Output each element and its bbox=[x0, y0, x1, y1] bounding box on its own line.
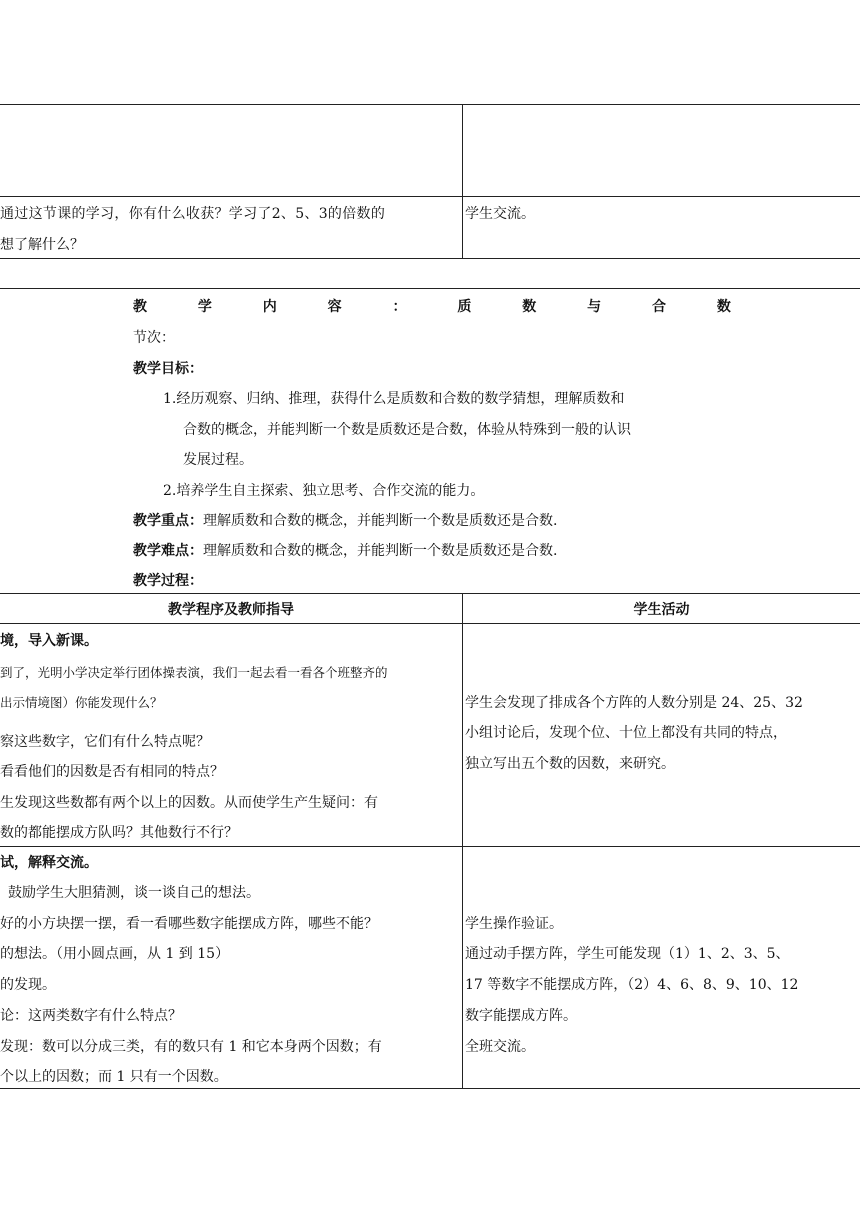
section2-line7: 个以上的因数；而 1 只有一个因数。 bbox=[0, 1069, 228, 1085]
section2-line3: 的想法。（用小圆点画，从 1 到 15） bbox=[0, 946, 230, 962]
goal2: 2.培养学生自主探索、独立思考、合作交流的能力。 bbox=[163, 483, 485, 499]
table-column-divider bbox=[462, 593, 463, 1089]
section2-right-line2: 通过动手摆方阵，学生可能发现（1）1、2、3、5、 bbox=[465, 946, 790, 962]
title-char: 质 bbox=[457, 299, 472, 315]
difficulty-label: 教学难点： bbox=[133, 543, 203, 559]
goal1-line1: 1.经历观察、归纳、推理，获得什么是质数和合数的数学猜想，理解质数和 bbox=[163, 391, 625, 407]
process-label: 教学过程： bbox=[133, 573, 203, 589]
section1-right-line3: 独立写出五个数的因数，来研究。 bbox=[465, 756, 675, 772]
goals-label: 教学目标： bbox=[133, 361, 203, 377]
section1-line1: 到了，光明小学决定举行团体操表演，我们一起去看一看各个班整齐的 bbox=[0, 665, 388, 680]
section1-line6: 数的都能摆成方队吗？其他数行不行？ bbox=[0, 825, 238, 841]
prev-row-left-line2: 想了解什么？ bbox=[0, 237, 84, 253]
section2-line4: 的发现。 bbox=[0, 977, 56, 993]
section2-right-line1: 学生操作验证。 bbox=[465, 916, 563, 932]
title-char: 容 bbox=[327, 299, 342, 315]
right-column-clip bbox=[465, 0, 860, 1216]
header-right: 学生活动 bbox=[633, 602, 690, 618]
key-point-text: 理解质数和合数的概念，并能判断一个数是质数还是合数. bbox=[203, 513, 558, 529]
title-char: 与 bbox=[587, 299, 602, 315]
section2-line5: 论：这两类数字有什么特点？ bbox=[0, 1008, 182, 1024]
header-left: 教学程序及教师指导 bbox=[168, 602, 294, 618]
section1-line3: 察这些数字，它们有什么特点呢？ bbox=[0, 734, 210, 750]
difficulty-text: 理解质数和合数的概念，并能判断一个数是质数还是合数. bbox=[203, 543, 558, 559]
title-char: 数 bbox=[716, 299, 731, 315]
title-char: 内 bbox=[262, 299, 277, 315]
key-point-label: 教学重点： bbox=[133, 513, 203, 529]
section1-right-line2: 小组讨论后，发现个位、十位上都没有共同的特点， bbox=[465, 725, 787, 741]
prev-row-left-line1: 通过这节课的学习，你有什么收获？学习了2、5、3的倍数的 bbox=[0, 206, 386, 222]
title-char: 学 bbox=[197, 299, 212, 315]
prev-table-column-divider bbox=[462, 104, 463, 258]
title-char: ： bbox=[392, 299, 407, 315]
title-char: 合 bbox=[652, 299, 666, 315]
goal1-line2: 合数的概念，并能判断一个数是质数还是合数，体验从特殊到一般的认识 bbox=[183, 422, 631, 438]
section2-title: 试，解释交流。 bbox=[0, 855, 98, 871]
section1-title: 境，导入新课。 bbox=[0, 633, 98, 649]
section1-right-line1: 学生会发现了排成各个方阵的人数分别是 24、25、32 bbox=[465, 695, 803, 711]
section2-right-line5: 全班交流。 bbox=[465, 1039, 535, 1055]
goal1-line3: 发展过程。 bbox=[183, 452, 253, 468]
section2-line1: 鼓励学生大胆猜测，谈一谈自己的想法。 bbox=[8, 885, 260, 901]
section1-line5: 生发现这些数都有两个以上的因数。从而使学生产生疑问：有 bbox=[0, 795, 378, 811]
title-char: 数 bbox=[522, 299, 537, 315]
section2-right-line4: 数字能摆成方阵。 bbox=[465, 1008, 577, 1024]
section2-line2: 好的小方块摆一摆，看一看哪些数字能摆成方阵，哪些不能？ bbox=[0, 916, 378, 932]
section1-line2: 出示情境图）你能发现什么？ bbox=[0, 695, 163, 710]
section1-line4: 看看他们的因数是否有相同的特点？ bbox=[0, 764, 224, 780]
section2-right-line3: 17 等数字不能摆成方阵，（2）4、6、8、9、10、12 bbox=[465, 977, 799, 993]
section-label: 节次： bbox=[133, 330, 175, 346]
title-char: 教 bbox=[133, 299, 147, 315]
section2-line6: 发现：数可以分成三类，有的数只有 1 和它本身两个因数；有 bbox=[0, 1039, 382, 1055]
prev-row-right-cell: 学生交流。 bbox=[465, 206, 535, 222]
